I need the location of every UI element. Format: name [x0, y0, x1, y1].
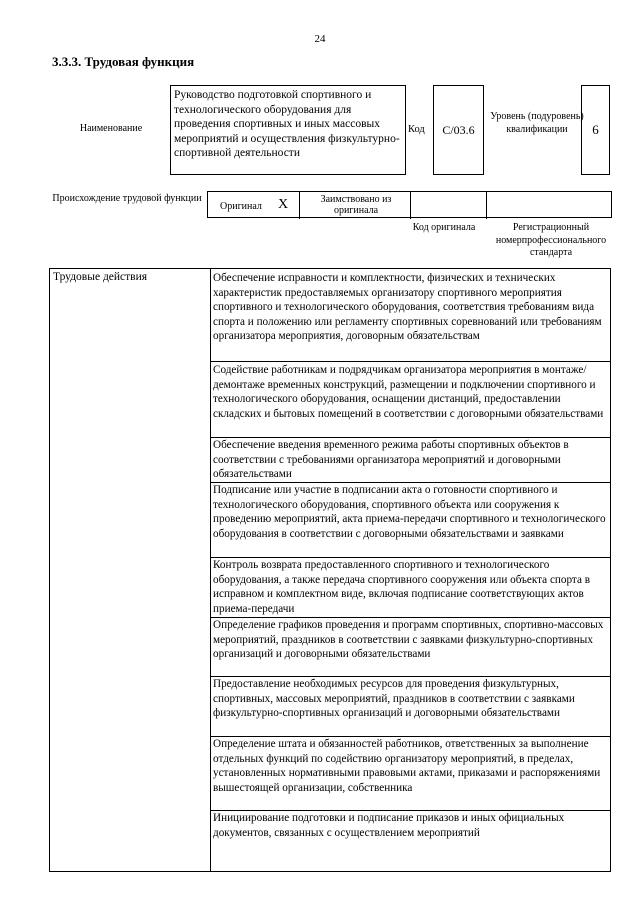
page-number: 24	[314, 33, 326, 45]
action-item-6: Определение графиков проведения и программ спортивных, спортивно-массовых мероприятий, праздников в соответствии с заявками физкультурно-спортивных организаций и договорными обязательствами	[213, 619, 604, 661]
action-item-1: Обеспечение исправности и комплектности, физических и технических характеристик предоставляемых организатору спортивного мероприятия спортивного и технологического оборудования, соответствия требованиям вида спорта и положению или регламенту спортивных соревнований или требованиям организатора мероприятия, договорным обязательствам	[213, 272, 602, 343]
labor-actions-label: Трудовые действия	[53, 271, 148, 283]
origin-cell-code	[411, 192, 487, 219]
original-code-label: Код оригинала	[412, 222, 476, 233]
function-name-box	[170, 85, 406, 175]
origin-row	[207, 191, 612, 218]
level-box	[581, 85, 610, 175]
original-mark: X	[278, 197, 289, 212]
function-name-text: Руководство подготовкой спортивного и технологического оборудования для проведения спортивных и иных массовых мероприятий и осуществления физкультурно-спортивной деятельности	[174, 89, 400, 160]
action-item-7: Предоставление необходимых ресурсов для проведения физкультурных, спортивных, массовых мероприятий, праздников в соответствии с заявками физкультурно-спортивных организаций и договорными обязательствами	[213, 678, 575, 720]
code-box	[433, 85, 484, 175]
action-item-9: Инициирование подготовки и подписание приказов и иных официальных документов, связанных с осуществлением мероприятий	[213, 812, 565, 839]
level-label: Уровень (подуровень) квалификации	[490, 111, 584, 135]
table-divider	[210, 269, 211, 871]
action-item-3: Обеспечение введения временного режима работы спортивных объектов в соответствии с требованиями организатора мероприятий и договорными обязательствами	[213, 439, 569, 481]
borrowed-label: Заимствовано из оригинала	[320, 194, 392, 216]
code-label: Код	[408, 124, 425, 135]
action-item-2: Содействие работникам и подрядчикам организатора мероприятия в монтаже/демонтаже временных конструкций, размещении и подключении спортивного и технологического оборудования, оснащении дистанций, предоставлении складских и бытовых помещений в соответствии с договорными обязательствами	[213, 364, 604, 420]
labor-actions-table	[49, 268, 611, 872]
action-item-4: Подписание или участие в подписании акта о готовности спортивного и технологического оборудования, спортивного объекта или сооружения к проведению мероприятий, акта приема-передачи спортивного и технологического оборудования в соответствии с договорными обязательствами и заявками	[213, 484, 606, 540]
code-value: С/03.6	[442, 122, 475, 137]
reg-number-label: Регистрационный номерпрофессионального стандарта	[495, 222, 607, 258]
name-label: Наименование	[79, 123, 143, 134]
level-value: 6	[592, 122, 599, 137]
action-item-5: Контроль возврата предоставленного спортивного и технологического оборудования, а также передача спортивного сооружения или объекта спорта в исправном и комплектном виде, включая подписание соответствующих актов приема-передачи	[213, 559, 591, 615]
origin-label: Происхождение трудовой функции	[52, 193, 202, 204]
original-label: Оригинал	[220, 201, 262, 212]
row-separator	[210, 361, 610, 362]
section-title: 3.3.3. Трудовая функция	[52, 54, 195, 69]
action-item-8: Определение штата и обязанностей работников, ответственных за выполнение отдельных функций по содействию организатору мероприятий, в пределах, установленных нормативными правовыми актами, приказами и распоряжениями вышестоящей организации, собственника	[213, 738, 601, 794]
